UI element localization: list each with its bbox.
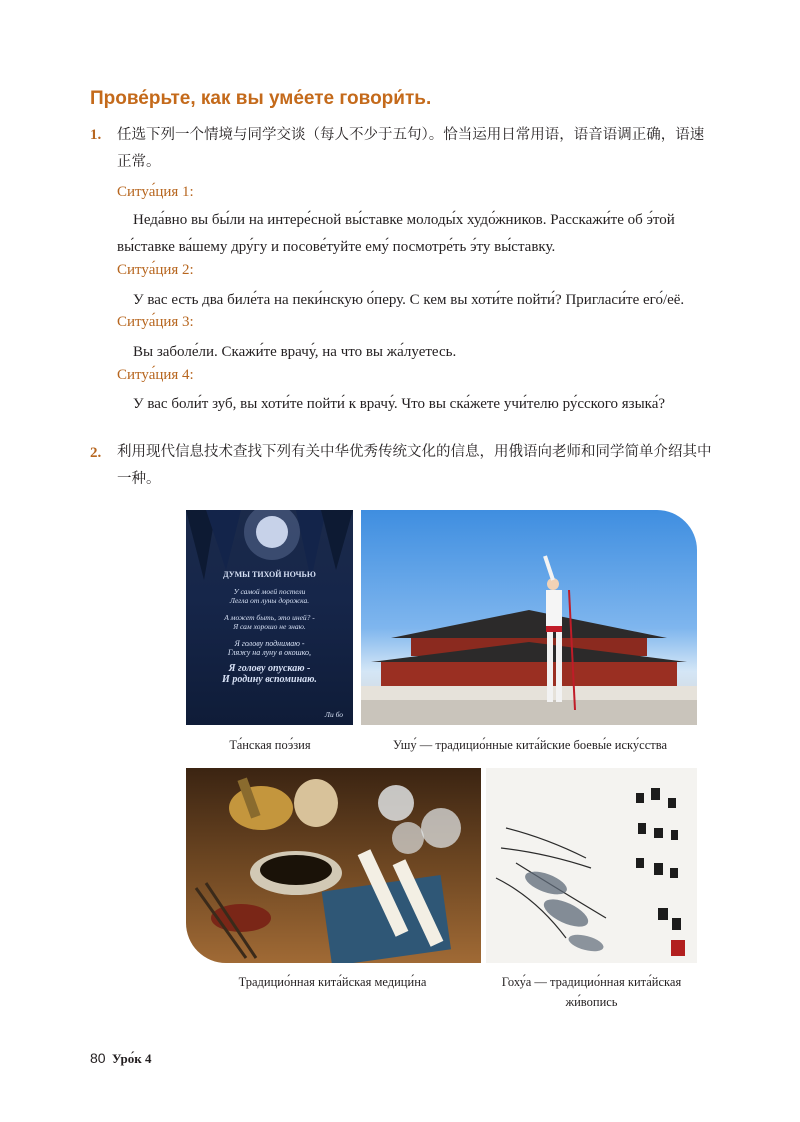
page-number: 80: [90, 1050, 106, 1066]
task-1-number: 1.: [90, 127, 102, 143]
poem-line: А может быть, это иней? -: [224, 613, 315, 622]
tang-poetry-image: [186, 510, 353, 725]
situation-2-text: У вас есть два биле́та на пеки́нскую о́перу. С кем вы хоти́те пойти́? Пригласи́те его́/её.: [133, 292, 685, 308]
seal-stamp: [671, 940, 685, 956]
section-title: Прове́рьте, как вы уме́ете говори́ть.: [90, 88, 432, 109]
situation-3-text: Вы заболе́ли. Скажи́те врачу́, на что вы жа́луетесь.: [133, 344, 457, 360]
poem-line: Легла от луны дорожка.: [229, 596, 310, 605]
caption-chinese-medicine: Традицио́нная кита́йская медици́на: [238, 975, 427, 989]
shrimp-ink-painting: [486, 768, 697, 963]
poem-line: Я голову опускаю -: [228, 663, 311, 674]
task-1-instruction: 任选下列一个情境与同学交谈（每人不少于五句）。恰当运用日常用语，语音语调正确，语速正常。: [117, 127, 705, 170]
lesson-label: Уро́к 4: [112, 1051, 152, 1066]
chinese-medicine-image: [186, 768, 481, 963]
poem-author: Ли бо: [324, 710, 343, 719]
caption-wushu: Ушу́ — традицио́нные кита́йские боевы́е иску́сства: [392, 738, 668, 752]
palace-illustration: [361, 510, 697, 725]
task-2-instruction: 利用现代信息技术查找下列有关中华优秀传统文化的信息，用俄语向老师和同学简单介绍其中一种。: [117, 444, 712, 487]
situation-3-label: Ситуа́ция 3:: [117, 314, 194, 330]
poem-line: И родину вспоминаю.: [222, 674, 317, 685]
situation-1-text: Неда́вно вы бы́ли на интере́сной вы́ставке молоды́х худо́жников. Расскажи́те об э́той вы́ставке ва́шему дру́гу и посове́туйте ему́ посмотре́ть э́ту вы́ставку.: [117, 212, 675, 255]
situation-1-label: Ситуа́ция 1:: [117, 184, 194, 200]
guohua-painting-image: [486, 768, 697, 963]
caption-tang-poetry: Та́нская поэ́зия: [229, 738, 311, 752]
caption-guohua-line-1: Гоху́а — традицио́нная кита́йская: [501, 975, 682, 989]
caption-guohua: [486, 972, 697, 1012]
poem-line: Я голову поднимаю -: [234, 639, 305, 648]
poem-line: Гляжу на луну в окошко,: [227, 648, 312, 657]
poem-title: ДУМЫ ТИХОЙ НОЧЬЮ: [223, 570, 316, 579]
situation-2-label: Ситуа́ция 2:: [117, 262, 194, 278]
situation-4-text: У вас боли́т зуб, вы хоти́те пойти́ к врачу́. Что вы ска́жете учи́телю ру́сского языка́?: [133, 396, 666, 412]
poem-line: Я сам хорошо не знаю.: [233, 622, 306, 631]
situation-4-label: Ситуа́ция 4:: [117, 367, 194, 383]
caption-guohua-line-2: жи́вопись: [565, 995, 618, 1009]
task-2-number: 2.: [90, 445, 102, 461]
poem-line: У самой моей постели: [233, 587, 306, 596]
medicine-still-life: [186, 768, 481, 963]
wushu-image: [361, 510, 697, 725]
